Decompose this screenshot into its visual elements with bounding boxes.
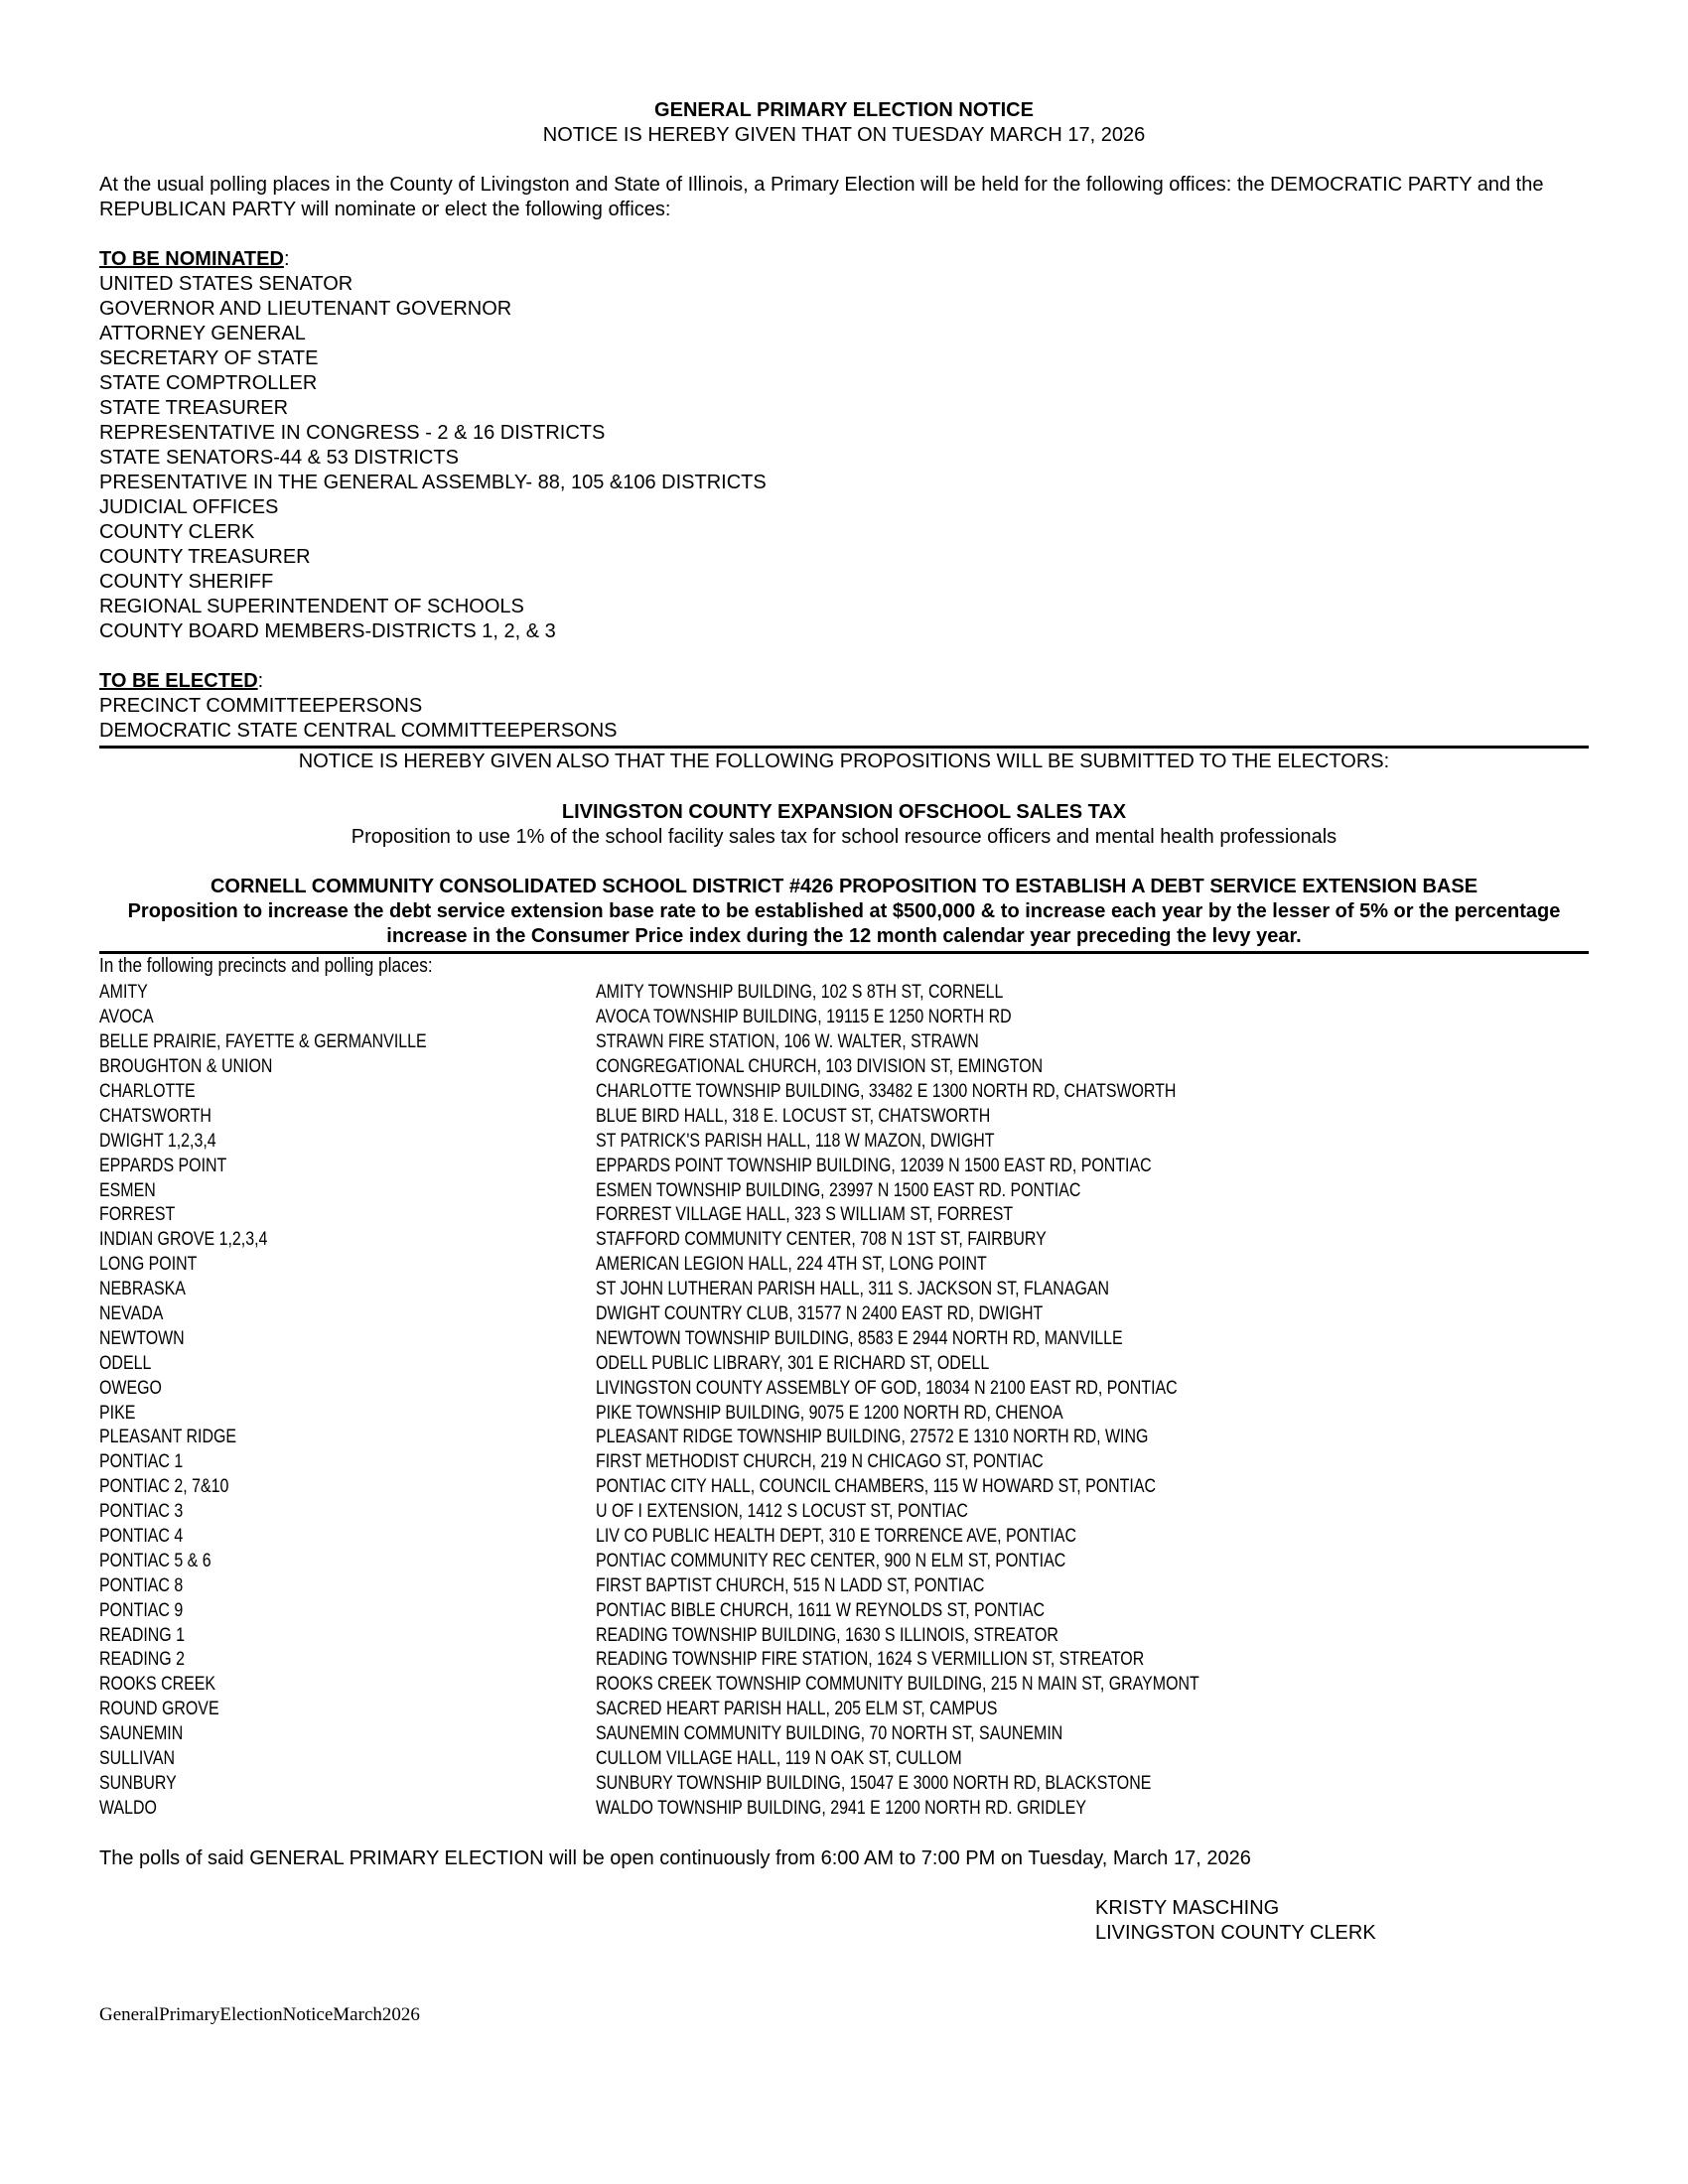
nominated-office-item: REGIONAL SUPERINTENDENT OF SCHOOLS bbox=[99, 596, 524, 617]
polling-place: FIRST BAPTIST CHURCH, 515 N LADD ST, PONTIAC bbox=[596, 1574, 985, 1596]
elected-heading-text: TO BE ELECTED bbox=[99, 670, 258, 692]
elected-office-item: PRECINCT COMMITTEEPERSONS bbox=[99, 695, 423, 717]
nominated-office-item: STATE SENATORS-44 & 53 DISTRICTS bbox=[99, 447, 459, 469]
precinct-name: ESMEN bbox=[99, 1179, 156, 1201]
precincts-intro: In the following precincts and polling places: bbox=[99, 955, 433, 977]
nominated-heading bbox=[99, 247, 290, 272]
nominated-offices-list bbox=[99, 272, 767, 644]
elected-heading bbox=[99, 669, 263, 694]
precinct-name: PONTIAC 2, 7&10 bbox=[99, 1476, 229, 1498]
precinct-name: WALDO bbox=[99, 1797, 157, 1819]
polling-place: ST JOHN LUTHERAN PARISH HALL, 311 S. JACKSON ST, FLANAGAN bbox=[596, 1279, 1110, 1300]
precinct-name: PONTIAC 4 bbox=[99, 1526, 184, 1548]
nominated-office-item: JUDICIAL OFFICES bbox=[99, 496, 279, 518]
precinct-row bbox=[99, 1203, 1589, 1228]
polling-place: AMERICAN LEGION HALL, 224 4TH ST, LONG POINT bbox=[596, 1254, 987, 1276]
precinct-name: PONTIAC 5 & 6 bbox=[99, 1550, 211, 1571]
notice-title: GENERAL PRIMARY ELECTION NOTICE bbox=[654, 99, 1034, 121]
precinct-name: PONTIAC 8 bbox=[99, 1574, 184, 1596]
precinct-row bbox=[99, 1648, 1589, 1673]
polling-place: LIVINGSTON COUNTY ASSEMBLY OF GOD, 18034 N 2100 EAST RD, PONTIAC bbox=[596, 1377, 1178, 1399]
polling-place: NEWTOWN TOWNSHIP BUILDING, 8583 E 2944 NORTH RD, MANVILLE bbox=[596, 1327, 1123, 1349]
polling-place: ESMEN TOWNSHIP BUILDING, 23997 N 1500 EAST RD. PONTIAC bbox=[596, 1179, 1081, 1201]
precinct-row bbox=[99, 1450, 1589, 1475]
polling-place: LIV CO PUBLIC HEALTH DEPT, 310 E TORRENCE AVE, PONTIAC bbox=[596, 1526, 1076, 1548]
polling-place: ST PATRICK'S PARISH HALL, 118 W MAZON, DWIGHT bbox=[596, 1130, 995, 1152]
polling-place: ODELL PUBLIC LIBRARY, 301 E RICHARD ST, ODELL bbox=[596, 1352, 990, 1374]
precinct-row bbox=[99, 1278, 1589, 1302]
precinct-name: DWIGHT 1,2,3,4 bbox=[99, 1130, 216, 1152]
precinct-row bbox=[99, 1178, 1589, 1203]
precinct-name: PONTIAC 3 bbox=[99, 1501, 184, 1523]
polls-statement: The polls of said GENERAL PRIMARY ELECTION will be open continuously from 6:00 AM to 7:00 PM on Tuesday, March 17, 2026 bbox=[99, 1847, 1251, 1869]
precinct-row bbox=[99, 1129, 1589, 1154]
polling-place: CHARLOTTE TOWNSHIP BUILDING, 33482 E 1300 NORTH RD, CHATSWORTH bbox=[596, 1081, 1177, 1102]
nominated-office-item: SECRETARY OF STATE bbox=[99, 347, 319, 369]
precinct-row bbox=[99, 1302, 1589, 1327]
nominated-office-item: COUNTY SHERIFF bbox=[99, 571, 274, 593]
nominated-office-item: COUNTY CLERK bbox=[99, 521, 255, 543]
precinct-name: ODELL bbox=[99, 1352, 152, 1374]
precinct-row bbox=[99, 1623, 1589, 1648]
precinct-name: FORREST bbox=[99, 1204, 176, 1226]
precinct-name: AVOCA bbox=[99, 1007, 154, 1028]
precinct-row bbox=[99, 1598, 1589, 1623]
precinct-name: SAUNEMIN bbox=[99, 1723, 184, 1745]
polling-place: STRAWN FIRE STATION, 106 W. WALTER, STRAWN bbox=[596, 1031, 979, 1053]
elected-heading-colon: : bbox=[257, 670, 264, 692]
polling-place: STAFFORD COMMUNITY CENTER, 708 N 1ST ST, FAIRBURY bbox=[596, 1229, 1047, 1251]
precinct-name: SULLIVAN bbox=[99, 1748, 175, 1770]
polling-place: ROOKS CREEK TOWNSHIP COMMUNITY BUILDING, 215 N MAIN ST, GRAYMONT bbox=[596, 1674, 1199, 1696]
precinct-name: BELLE PRAIRIE, FAYETTE & GERMANVILLE bbox=[99, 1031, 427, 1053]
precinct-name: READING 2 bbox=[99, 1649, 186, 1671]
precinct-row bbox=[99, 1573, 1589, 1598]
footer-filename: GeneralPrimaryElectionNoticeMarch2026 bbox=[99, 2004, 420, 2025]
polling-place: FIRST METHODIST CHURCH, 219 N CHICAGO ST, PONTIAC bbox=[596, 1451, 1044, 1473]
precinct-row bbox=[99, 1326, 1589, 1351]
intro-paragraph: At the usual polling places in the County of Livingston and State of Illinois, a Primary Election will be held for the following offices: the DEMOCRATIC PARTY and the REPUBLICAN PARTY will nominate or elect the following offices: bbox=[99, 174, 1544, 220]
nominated-heading-text: TO BE NOMINATED bbox=[99, 248, 284, 270]
precinct-name: PONTIAC 1 bbox=[99, 1451, 184, 1473]
polling-place: PONTIAC COMMUNITY REC CENTER, 900 N ELM ST, PONTIAC bbox=[596, 1550, 1066, 1571]
precinct-row bbox=[99, 1104, 1589, 1129]
precinct-row bbox=[99, 1154, 1589, 1178]
elected-office-item: DEMOCRATIC STATE CENTRAL COMMITTEEPERSONS bbox=[99, 720, 618, 742]
notice-subtitle: NOTICE IS HEREBY GIVEN THAT ON TUESDAY MARCH 17, 2026 bbox=[542, 124, 1146, 146]
precinct-name: INDIAN GROVE 1,2,3,4 bbox=[99, 1229, 268, 1251]
precincts-table bbox=[99, 981, 1589, 1821]
polling-place: PIKE TOWNSHIP BUILDING, 9075 E 1200 NORTH RD, CHENOA bbox=[596, 1402, 1063, 1424]
precinct-row bbox=[99, 1228, 1589, 1253]
precinct-name: BROUGHTON & UNION bbox=[99, 1056, 273, 1078]
precinct-row bbox=[99, 981, 1589, 1006]
propositions-notice: NOTICE IS HEREBY GIVEN ALSO THAT THE FOLLOWING PROPOSITIONS WILL BE SUBMITTED TO THE ELECTORS: bbox=[298, 751, 1390, 772]
precinct-row bbox=[99, 1475, 1589, 1500]
polling-place: FORREST VILLAGE HALL, 323 S WILLIAM ST, FORREST bbox=[596, 1204, 1014, 1226]
precinct-row bbox=[99, 1747, 1589, 1772]
precinct-row bbox=[99, 1698, 1589, 1722]
precinct-row bbox=[99, 1722, 1589, 1747]
precinct-name: OWEGO bbox=[99, 1377, 162, 1399]
polling-place: BLUE BIRD HALL, 318 E. LOCUST ST, CHATSWORTH bbox=[596, 1105, 991, 1127]
polling-place: AVOCA TOWNSHIP BUILDING, 19115 E 1250 NORTH RD bbox=[596, 1007, 1012, 1028]
precinct-row bbox=[99, 1500, 1589, 1525]
precinct-row bbox=[99, 1796, 1589, 1821]
precinct-row bbox=[99, 1253, 1589, 1278]
nominated-office-item: UNITED STATES SENATOR bbox=[99, 273, 353, 295]
polling-place: PONTIAC BIBLE CHURCH, 1611 W REYNOLDS ST, PONTIAC bbox=[596, 1599, 1046, 1621]
nominated-office-item: REPRESENTATIVE IN CONGRESS - 2 & 16 DISTRICTS bbox=[99, 422, 606, 444]
elected-offices-list bbox=[99, 694, 618, 744]
polling-place: CONGREGATIONAL CHURCH, 103 DIVISION ST, EMINGTON bbox=[596, 1056, 1044, 1078]
proposition-2-title: CORNELL COMMUNITY CONSOLIDATED SCHOOL DISTRICT #426 PROPOSITION TO ESTABLISH A DEBT SERVICE EXTENSION BASE bbox=[210, 876, 1478, 897]
precinct-name: SUNBURY bbox=[99, 1772, 177, 1794]
proposition-1-description: Proposition to use 1% of the school facility sales tax for school resource officers and mental health professionals bbox=[351, 826, 1337, 848]
polling-place: SACRED HEART PARISH HALL, 205 ELM ST, CAMPUS bbox=[596, 1699, 998, 1720]
polling-place: U OF I EXTENSION, 1412 S LOCUST ST, PONTIAC bbox=[596, 1501, 968, 1523]
signature-block bbox=[1095, 1896, 1376, 1946]
polling-place: CULLOM VILLAGE HALL, 119 N OAK ST, CULLOM bbox=[596, 1748, 962, 1770]
polling-place: SUNBURY TOWNSHIP BUILDING, 15047 E 3000 NORTH RD, BLACKSTONE bbox=[596, 1772, 1152, 1794]
precinct-name: LONG POINT bbox=[99, 1254, 198, 1276]
precinct-row bbox=[99, 1006, 1589, 1030]
polling-place: PONTIAC CITY HALL, COUNCIL CHAMBERS, 115 W HOWARD ST, PONTIAC bbox=[596, 1476, 1157, 1498]
proposition-2-description: Proposition to increase the debt service extension base rate to be established at $500,000 & to increase each year by the lesser of 5% or the percentage increase in the Consumer Price index during the 12 month calendar year preceding the levy year. bbox=[127, 900, 1561, 947]
precinct-row bbox=[99, 1376, 1589, 1401]
polling-place: PLEASANT RIDGE TOWNSHIP BUILDING, 27572 E 1310 NORTH RD, WING bbox=[596, 1427, 1149, 1448]
precinct-row bbox=[99, 1030, 1589, 1055]
polling-place: SAUNEMIN COMMUNITY BUILDING, 70 NORTH ST, SAUNEMIN bbox=[596, 1723, 1063, 1745]
precinct-name: NEBRASKA bbox=[99, 1279, 186, 1300]
precinct-row bbox=[99, 1351, 1589, 1376]
clerk-title: LIVINGSTON COUNTY CLERK bbox=[1095, 1922, 1376, 1944]
polling-place: AMITY TOWNSHIP BUILDING, 102 S 8TH ST, CORNELL bbox=[596, 982, 1004, 1004]
polling-place: EPPARDS POINT TOWNSHIP BUILDING, 12039 N 1500 EAST RD, PONTIAC bbox=[596, 1155, 1152, 1176]
section-divider-top bbox=[99, 746, 1589, 749]
nominated-office-item: GOVERNOR AND LIEUTENANT GOVERNOR bbox=[99, 298, 512, 320]
polling-place: READING TOWNSHIP BUILDING, 1630 S ILLINOIS, STREATOR bbox=[596, 1624, 1058, 1646]
precinct-name: ROUND GROVE bbox=[99, 1699, 219, 1720]
polling-place: WALDO TOWNSHIP BUILDING, 2941 E 1200 NORTH RD. GRIDLEY bbox=[596, 1797, 1087, 1819]
clerk-name: KRISTY MASCHING bbox=[1095, 1897, 1280, 1919]
precinct-name: PLEASANT RIDGE bbox=[99, 1427, 237, 1448]
precinct-row bbox=[99, 1525, 1589, 1550]
nominated-office-item: ATTORNEY GENERAL bbox=[99, 323, 306, 344]
precinct-name: ROOKS CREEK bbox=[99, 1674, 216, 1696]
precinct-row bbox=[99, 1673, 1589, 1698]
precinct-row bbox=[99, 1426, 1589, 1450]
nominated-office-item: PRESENTATIVE IN THE GENERAL ASSEMBLY- 88, 105 &106 DISTRICTS bbox=[99, 472, 767, 493]
nominated-office-item: STATE TREASURER bbox=[99, 397, 289, 419]
precinct-name: CHARLOTTE bbox=[99, 1081, 196, 1102]
precinct-name: READING 1 bbox=[99, 1624, 186, 1646]
proposition-1-title: LIVINGSTON COUNTY EXPANSION OFSCHOOL SALES TAX bbox=[561, 801, 1127, 823]
polling-place: DWIGHT COUNTRY CLUB, 31577 N 2400 EAST RD, DWIGHT bbox=[596, 1303, 1044, 1325]
precinct-name: PIKE bbox=[99, 1402, 136, 1424]
precinct-name: NEWTOWN bbox=[99, 1327, 185, 1349]
precinct-name: PONTIAC 9 bbox=[99, 1599, 184, 1621]
nominated-office-item: COUNTY BOARD MEMBERS-DISTRICTS 1, 2, & 3 bbox=[99, 620, 556, 642]
polling-place: READING TOWNSHIP FIRE STATION, 1624 S VERMILLION ST, STREATOR bbox=[596, 1649, 1145, 1671]
nominated-heading-colon: : bbox=[283, 248, 290, 270]
precinct-row bbox=[99, 1080, 1589, 1105]
precinct-row bbox=[99, 1401, 1589, 1426]
precinct-name: NEVADA bbox=[99, 1303, 164, 1325]
nominated-office-item: COUNTY TREASURER bbox=[99, 546, 311, 568]
precinct-name: CHATSWORTH bbox=[99, 1105, 211, 1127]
precinct-row bbox=[99, 1772, 1589, 1797]
precinct-row bbox=[99, 1549, 1589, 1573]
precinct-row bbox=[99, 1055, 1589, 1080]
precinct-name: EPPARDS POINT bbox=[99, 1155, 227, 1176]
precinct-name: AMITY bbox=[99, 982, 148, 1004]
nominated-office-item: STATE COMPTROLLER bbox=[99, 372, 318, 394]
